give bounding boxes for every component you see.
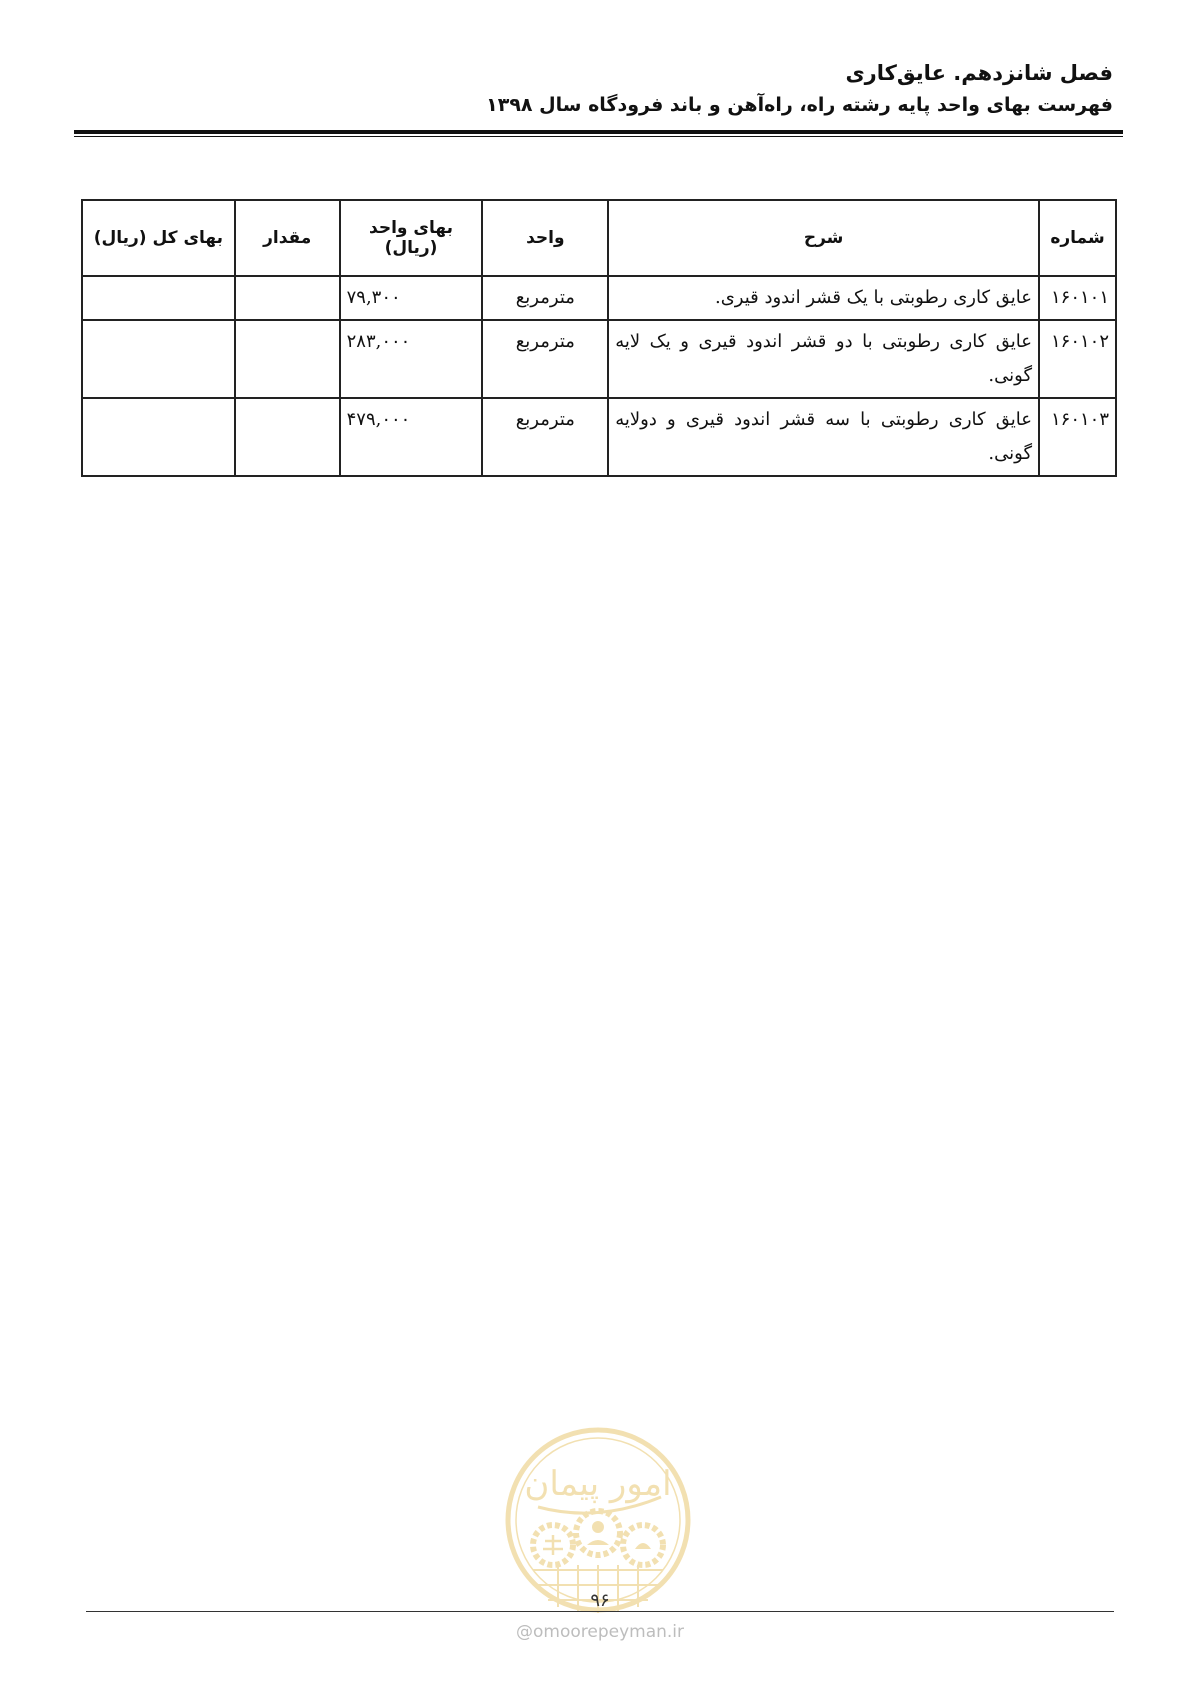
chapter-title: فصل شانزدهم. عایق‌کاری xyxy=(845,61,1113,85)
item-number: ۱۶۰۱۰۲ xyxy=(1039,320,1116,398)
column-header-unit-price xyxy=(340,200,483,276)
item-total-price xyxy=(82,276,235,320)
header-divider-thin xyxy=(74,136,1123,137)
item-total-price xyxy=(82,320,235,398)
item-quantity xyxy=(235,276,340,320)
item-unit-price: ۲۸۳,۰۰۰ xyxy=(340,320,483,398)
unit-price-currency: (ریال) xyxy=(384,238,438,258)
table-header-row xyxy=(82,200,1116,276)
column-header-total-price: بهای کل (ریال) xyxy=(82,200,235,276)
omoorepeyman-logo-watermark xyxy=(503,1425,693,1615)
item-description: عایق کاری رطوبتی با دو قشر اندود قیری و یک لایه گونی. xyxy=(608,320,1039,398)
item-number: ۱۶۰۱۰۱ xyxy=(1039,276,1116,320)
column-header-description: شرح xyxy=(608,200,1039,276)
logo-script-text: امور پیمان xyxy=(524,1464,672,1504)
table-row xyxy=(82,320,1116,398)
price-list-table xyxy=(81,199,1117,477)
page-number: ۹۶ xyxy=(590,1590,610,1611)
unit-price-label: بهای واحد xyxy=(369,218,453,238)
item-description: عایق کاری رطوبتی با یک قشر اندود قیری. xyxy=(608,276,1039,320)
item-unit: مترمربع xyxy=(482,320,608,398)
item-quantity xyxy=(235,398,340,476)
column-header-number: شماره xyxy=(1039,200,1116,276)
item-unit: مترمربع xyxy=(482,398,608,476)
website-watermark: @omoorepeyman.ir xyxy=(515,1622,685,1642)
column-header-unit: واحد xyxy=(482,200,608,276)
item-total-price xyxy=(82,398,235,476)
item-unit-price: ۴۷۹,۰۰۰ xyxy=(340,398,483,476)
footer-divider xyxy=(86,1611,1114,1612)
table-row xyxy=(82,276,1116,320)
header-divider-thick xyxy=(74,130,1123,134)
price-list-subtitle: فهرست بهای واحد پایه رشته راه، راه‌آهن و باند فرودگاه سال ۱۳۹۸ xyxy=(486,94,1113,116)
table-row xyxy=(82,398,1116,476)
column-header-quantity: مقدار xyxy=(235,200,340,276)
item-unit-price: ۷۹,۳۰۰ xyxy=(340,276,483,320)
item-description: عایق کاری رطوبتی با سه قشر اندود قیری و دولایه گونی. xyxy=(608,398,1039,476)
item-number: ۱۶۰۱۰۳ xyxy=(1039,398,1116,476)
item-quantity xyxy=(235,320,340,398)
item-unit: مترمربع xyxy=(482,276,608,320)
page-header xyxy=(73,58,1113,120)
